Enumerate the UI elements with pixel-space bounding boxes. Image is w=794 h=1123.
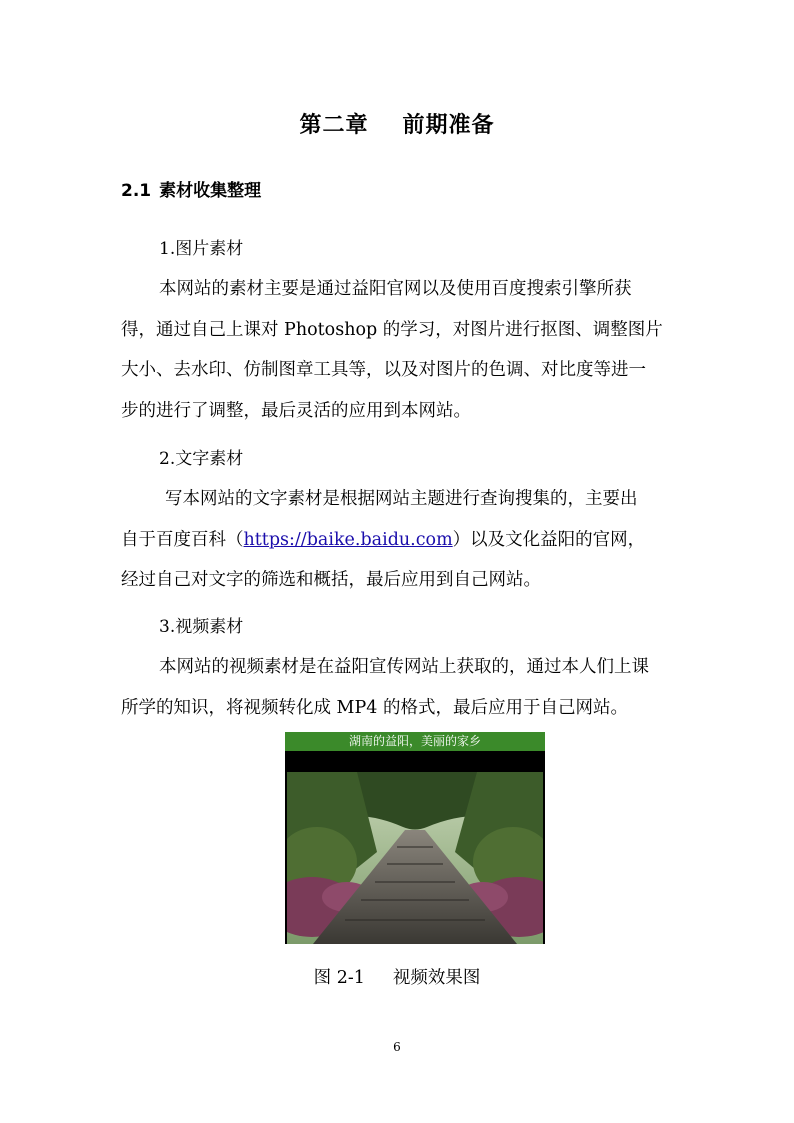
video-banner: 湖南的益阳，美丽的家乡 bbox=[285, 732, 545, 751]
page-number: 6 bbox=[393, 1040, 401, 1054]
images-line-1: 本网站的素材主要是通过益阳官网以及使用百度搜索引擎所获 bbox=[159, 279, 632, 299]
forest-boardwalk-image bbox=[287, 772, 543, 944]
text-line-2 bbox=[121, 520, 677, 561]
images-paragraph bbox=[121, 269, 677, 431]
section-title bbox=[121, 176, 261, 201]
section-number: 2.1 bbox=[121, 181, 152, 201]
video-paragraph bbox=[121, 647, 677, 728]
baidu-baike-link[interactable]: https://baike.baidu.com bbox=[243, 529, 453, 550]
figure-caption bbox=[0, 964, 794, 989]
figure-number: 图 2-1 bbox=[313, 968, 365, 988]
chapter-title bbox=[0, 108, 794, 139]
video-line-2: 所学的知识，将视频转化成 MP4 的格式，最后应用于自己网站。 bbox=[121, 697, 628, 718]
video-line-1: 本网站的视频素材是在益阳宣传网站上获取的，通过本人们上课 bbox=[159, 657, 649, 677]
text-line-2-start: 自于百度百科（ bbox=[121, 529, 244, 550]
text-heading: 2.文字素材 bbox=[159, 449, 244, 469]
section-name: 素材收集整理 bbox=[159, 181, 262, 201]
video-heading: 3.视频素材 bbox=[159, 617, 244, 637]
images-line-3: 大小、去水印、仿制图章工具等，以及对图片的色调、对比度等进一 bbox=[121, 360, 646, 380]
images-heading: 1.图片素材 bbox=[159, 239, 244, 259]
text-paragraph bbox=[121, 479, 677, 601]
text-line-3: 经过自己对文字的筛选和概括，最后应用到自己网站。 bbox=[121, 570, 541, 590]
figure-title: 视频效果图 bbox=[392, 968, 481, 988]
text-line-1: 写本网站的文字素材是根据网站主题进行查询搜集的，主要出 bbox=[165, 489, 638, 509]
text-line-2-end: ）以及文化益阳的官网， bbox=[452, 529, 646, 550]
images-line-2: 得，通过自己上课对 Photoshop 的学习，对图片进行抠图、调整图片 bbox=[121, 319, 663, 340]
video-screenshot bbox=[285, 732, 545, 944]
chapter-name: 前期准备 bbox=[402, 113, 495, 138]
chapter-number: 第二章 bbox=[299, 113, 369, 138]
images-line-4: 步的进行了调整，最后灵活的应用到本网站。 bbox=[121, 400, 471, 421]
